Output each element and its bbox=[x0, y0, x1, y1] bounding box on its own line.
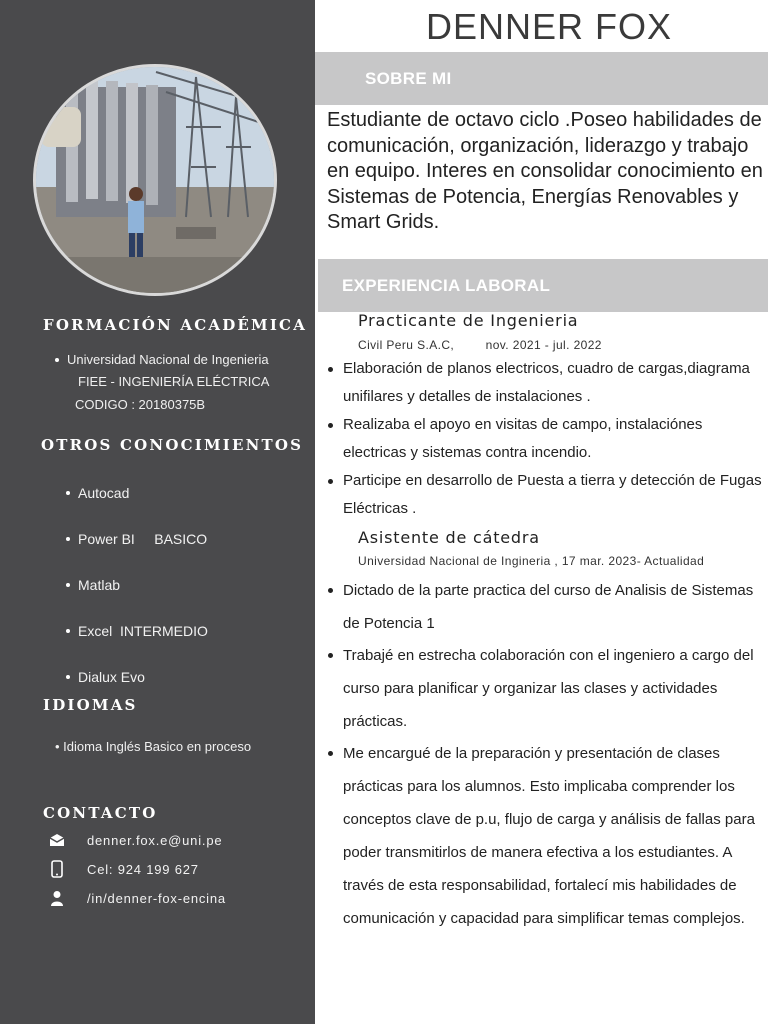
bullet-icon bbox=[328, 588, 333, 593]
contact-email[interactable]: denner.fox.e@uni.pe bbox=[87, 832, 223, 848]
about-heading-text: SOBRE MI bbox=[365, 68, 452, 88]
education-code: CODIGO : 20180375B bbox=[75, 397, 206, 412]
duty-text: Realizaba el apoyo en visitas de campo, instalaciónes electricas y sistemas contra incendio. bbox=[343, 416, 703, 461]
skill-item bbox=[66, 577, 120, 593]
about-text: Estudiante de octavo ciclo .Poseo habilidades de comunicación, organización, liderazgo y trabajo en equipo. Interes en consolidar conocimiento en Sistemas de Potencia, Energías Renovables y Smart Grids. bbox=[327, 109, 763, 233]
phone-icon bbox=[48, 860, 66, 878]
bullet-icon bbox=[66, 583, 70, 587]
skill-label: Excel INTERMEDIO bbox=[78, 623, 208, 639]
duty-item bbox=[343, 737, 768, 935]
languages-heading: IDIOMAS bbox=[43, 696, 138, 714]
duty-item bbox=[343, 355, 768, 411]
experience-heading bbox=[318, 259, 768, 312]
skill-item bbox=[66, 623, 208, 639]
education-university bbox=[55, 352, 269, 367]
bullet-icon bbox=[328, 751, 333, 756]
job-title: Asistente de cátedra bbox=[358, 528, 540, 547]
envelope-icon bbox=[48, 831, 66, 849]
job-dates: nov. 2021 - jul. 2022 bbox=[485, 338, 602, 352]
sidebar bbox=[0, 0, 315, 1024]
language-item: • Idioma Inglés Basico en proceso bbox=[55, 739, 252, 754]
duty-text: Me encargué de la preparación y presentación de clases prácticas para los alumnos. Esto implicaba comprender los conceptos clave de p.u, flujo de carga y análisis de fallas para poder transmitirlos de manera efectiva a los estudiantes. A través de esta responsabilidad, fortalecí mis habilidades de comunicación y capacidad para simplificar temas complejos. bbox=[343, 745, 755, 927]
education-faculty: FIEE - INGENIERÍA ELÉCTRICA bbox=[78, 374, 270, 389]
bullet-icon bbox=[328, 367, 333, 372]
contact-heading: CONTACTO bbox=[43, 804, 158, 822]
bullet-icon bbox=[66, 675, 70, 679]
duty-text: Dictado de la parte practica del curso de Analisis de Sistemas de Potencia 1 bbox=[343, 582, 754, 632]
skill-item bbox=[66, 531, 207, 547]
education-university-text: Universidad Nacional de Ingenieria bbox=[67, 352, 269, 367]
duty-text: Elaboración de planos electricos, cuadro de cargas,diagrama unifilares y detalles de instalaciones . bbox=[343, 360, 750, 405]
duty-item bbox=[343, 574, 768, 640]
contact-phone[interactable]: Cel: 924 199 627 bbox=[87, 861, 199, 877]
skill-label: Dialux Evo bbox=[78, 669, 145, 685]
duty-text: Participe en desarrollo de Puesta a tierra y detección de Fugas Eléctricas . bbox=[343, 472, 762, 517]
bullet-icon bbox=[55, 358, 59, 362]
job-meta bbox=[358, 338, 602, 352]
contact-email-row[interactable] bbox=[48, 830, 223, 850]
candidate-name: DENNER FOX bbox=[425, 6, 673, 47]
user-icon bbox=[48, 889, 66, 907]
job-company: Civil Peru S.A.C, bbox=[358, 338, 455, 352]
profile-photo bbox=[33, 64, 277, 296]
bullet-icon bbox=[66, 629, 70, 633]
skill-item bbox=[66, 485, 129, 501]
bullet-icon bbox=[328, 653, 333, 658]
bullet-icon bbox=[328, 479, 333, 484]
education-heading: FORMACIÓN ACADÉMICA bbox=[43, 316, 308, 334]
skill-label: Autocad bbox=[78, 485, 130, 501]
bullet-icon bbox=[328, 423, 333, 428]
skill-item bbox=[66, 669, 145, 685]
contact-linkedin[interactable]: /in/denner-fox-encina bbox=[87, 890, 226, 906]
job-title: Practicante de Ingenieria bbox=[358, 311, 579, 330]
duty-text: Trabajé en estrecha colaboración con el ingeniero a cargo del curso para planificar y organizar las clases y actividades prácticas. bbox=[343, 647, 754, 730]
duty-item bbox=[343, 411, 768, 467]
duty-item bbox=[343, 467, 768, 523]
duty-item bbox=[343, 639, 768, 738]
contact-phone-row[interactable] bbox=[48, 859, 199, 879]
about-heading bbox=[315, 52, 768, 105]
skill-label: Matlab bbox=[78, 577, 121, 593]
bullet-icon bbox=[66, 491, 70, 495]
bullet-icon bbox=[66, 537, 70, 541]
profile-photo-image bbox=[36, 67, 274, 293]
job-meta: Universidad Nacional de Ingineria , 17 mar. 2023- Actualidad bbox=[358, 554, 705, 568]
contact-linkedin-row[interactable] bbox=[48, 888, 226, 908]
experience-heading-text: EXPERIENCIA LABORAL bbox=[342, 275, 551, 295]
skill-label: Power BI BASICO bbox=[78, 531, 208, 547]
skills-heading: OTROS CONOCIMIENTOS bbox=[41, 436, 304, 454]
